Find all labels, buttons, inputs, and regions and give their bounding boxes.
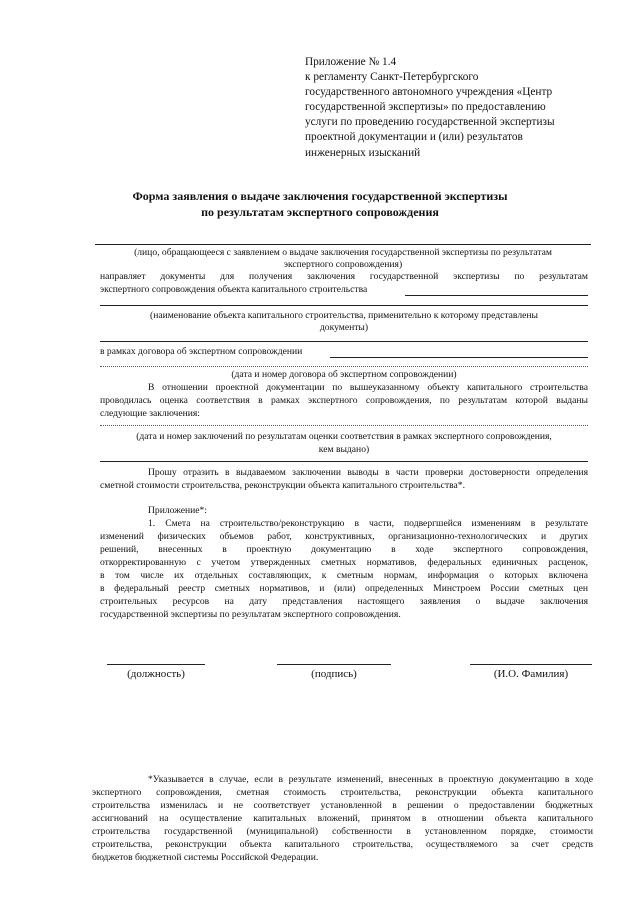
attachment-label: Приложение*: bbox=[148, 505, 207, 516]
appendix-line: услуги по проведению государственной экспертизы bbox=[305, 116, 555, 129]
signature-field[interactable] bbox=[277, 664, 391, 665]
request-text: Прошу отразить в выдаваемом заключении выводы в части проверки достоверности определения bbox=[148, 467, 588, 478]
attachment-line: в том числе их отдельных составляющих, к сметным нормам, информация о которых включена bbox=[100, 570, 588, 581]
signature-label: (подпись) bbox=[311, 668, 357, 680]
footnote-line: строительства изменилась и не соответствует установленной в решении о предоставлении бюджетных bbox=[92, 800, 593, 811]
attachment-line: в федеральный реестр сметных нормативов, и (или) определенных Минстроем России сметных цен bbox=[100, 583, 588, 594]
applicant-hint: (лицо, обращающееся с заявлением о выдаче заключения государственной экспертизы по результатам bbox=[134, 247, 552, 258]
applicant-field[interactable] bbox=[95, 244, 591, 245]
appendix-line: инженерных изысканий bbox=[305, 146, 421, 159]
conclusions-hint: (дата и номер заключений по результатам оценки соответствия в рамках экспертного сопровождения, bbox=[136, 431, 552, 442]
appendix-header bbox=[305, 55, 605, 161]
paragraph-text: следующие заключения: bbox=[100, 408, 200, 419]
footnote-line: *Указывается в случае, если в результате изменений, внесенных в проектную документацию в ходе bbox=[148, 774, 593, 785]
object-hint: документы) bbox=[319, 322, 369, 333]
name-field[interactable] bbox=[470, 664, 592, 665]
form-title-line: Форма заявления о выдаче заключения государственной экспертизы bbox=[132, 189, 508, 203]
conclusions-field[interactable] bbox=[100, 425, 588, 426]
request-text: сметной стоимости строительства, реконструкции объекта капитального строительства*. bbox=[100, 480, 465, 491]
contract-hint: (дата и номер договора об экспертном сопровождении) bbox=[231, 369, 457, 380]
footnote-line: экспертного сопровождения, сметная стоимость строительства, реконструкции объекта капитального bbox=[92, 787, 593, 798]
appendix-line: государственного автономного учреждения «Центр bbox=[305, 86, 553, 99]
attachment-line: строительных ресурсов на дату представления настоящего заявления о выдаче заключения bbox=[100, 596, 588, 607]
sends-text: экспертного сопровождения объекта капитального строительства bbox=[100, 284, 368, 295]
form-title-line: по результатам экспертного сопровождения bbox=[201, 205, 439, 219]
contract-dotted-line bbox=[100, 366, 588, 367]
footnote-line: строительства, реконструкции объекта капитального строительства, осуществляемого за счет средств bbox=[92, 839, 593, 850]
footnote-line: ассигнований на осуществление капитальных вложений, принятом в отношении объекта капитального bbox=[92, 813, 593, 824]
footnote-line: строительства государственной (муниципальной) собственности в установленном порядке, стоимости bbox=[92, 826, 593, 837]
name-label: (И.О. Фамилия) bbox=[493, 668, 569, 680]
conclusions-field-extra[interactable] bbox=[100, 461, 588, 462]
contract-label: в рамках договора об экспертном сопровождении bbox=[100, 346, 303, 357]
attachment-line: решений, внесенных в проектную документацию в ходе экспертного сопровождения, bbox=[100, 544, 588, 555]
paragraph-text: В отношении проектной документации по вышеуказанному объекту капитального строительства bbox=[148, 382, 588, 393]
position-field[interactable] bbox=[107, 664, 205, 665]
form-title bbox=[60, 188, 580, 220]
appendix-line: государственной экспертизы» по предоставлению bbox=[305, 101, 546, 114]
attachment-line: 1. Смета на строительство/реконструкцию в части, подвергшейся изменениям в результате bbox=[148, 518, 588, 529]
object-hint: (наименование объекта капитального строительства, применительно к которому представлены bbox=[150, 310, 538, 321]
footnote-line: бюджетов бюджетной системы Российской Федерации. bbox=[92, 852, 319, 863]
applicant-hint: экспертного сопровождения) bbox=[283, 259, 403, 270]
paragraph-text: проводилась оценка соответствия в рамках экспертного сопровождения, по результатам которой выданы bbox=[100, 395, 588, 406]
appendix-line: Приложение № 1.4 bbox=[305, 56, 397, 68]
attachment-line: изменений физических объемов работ, конструктивных, организационно-технологических и других bbox=[100, 531, 588, 542]
attachment-line: государственной экспертизы по результатам экспертного сопровождения. bbox=[100, 609, 401, 620]
position-label: (должность) bbox=[127, 668, 185, 680]
conclusions-hint: кем выдано) bbox=[318, 444, 370, 455]
sends-text: направляет документы для получения заключения государственной экспертизы по результатам bbox=[100, 271, 588, 282]
attachment-line: откорректированную с учетом утвержденных сметных нормативов, федеральных единичных расценок, bbox=[100, 557, 588, 568]
object-field-inline[interactable] bbox=[405, 295, 588, 296]
appendix-line: к регламенту Санкт-Петербургского bbox=[305, 71, 479, 84]
contract-field[interactable] bbox=[330, 357, 588, 358]
appendix-line: проектной документации и (или) результатов bbox=[305, 131, 523, 144]
object-field-extra[interactable] bbox=[100, 341, 588, 342]
object-field[interactable] bbox=[100, 305, 588, 306]
